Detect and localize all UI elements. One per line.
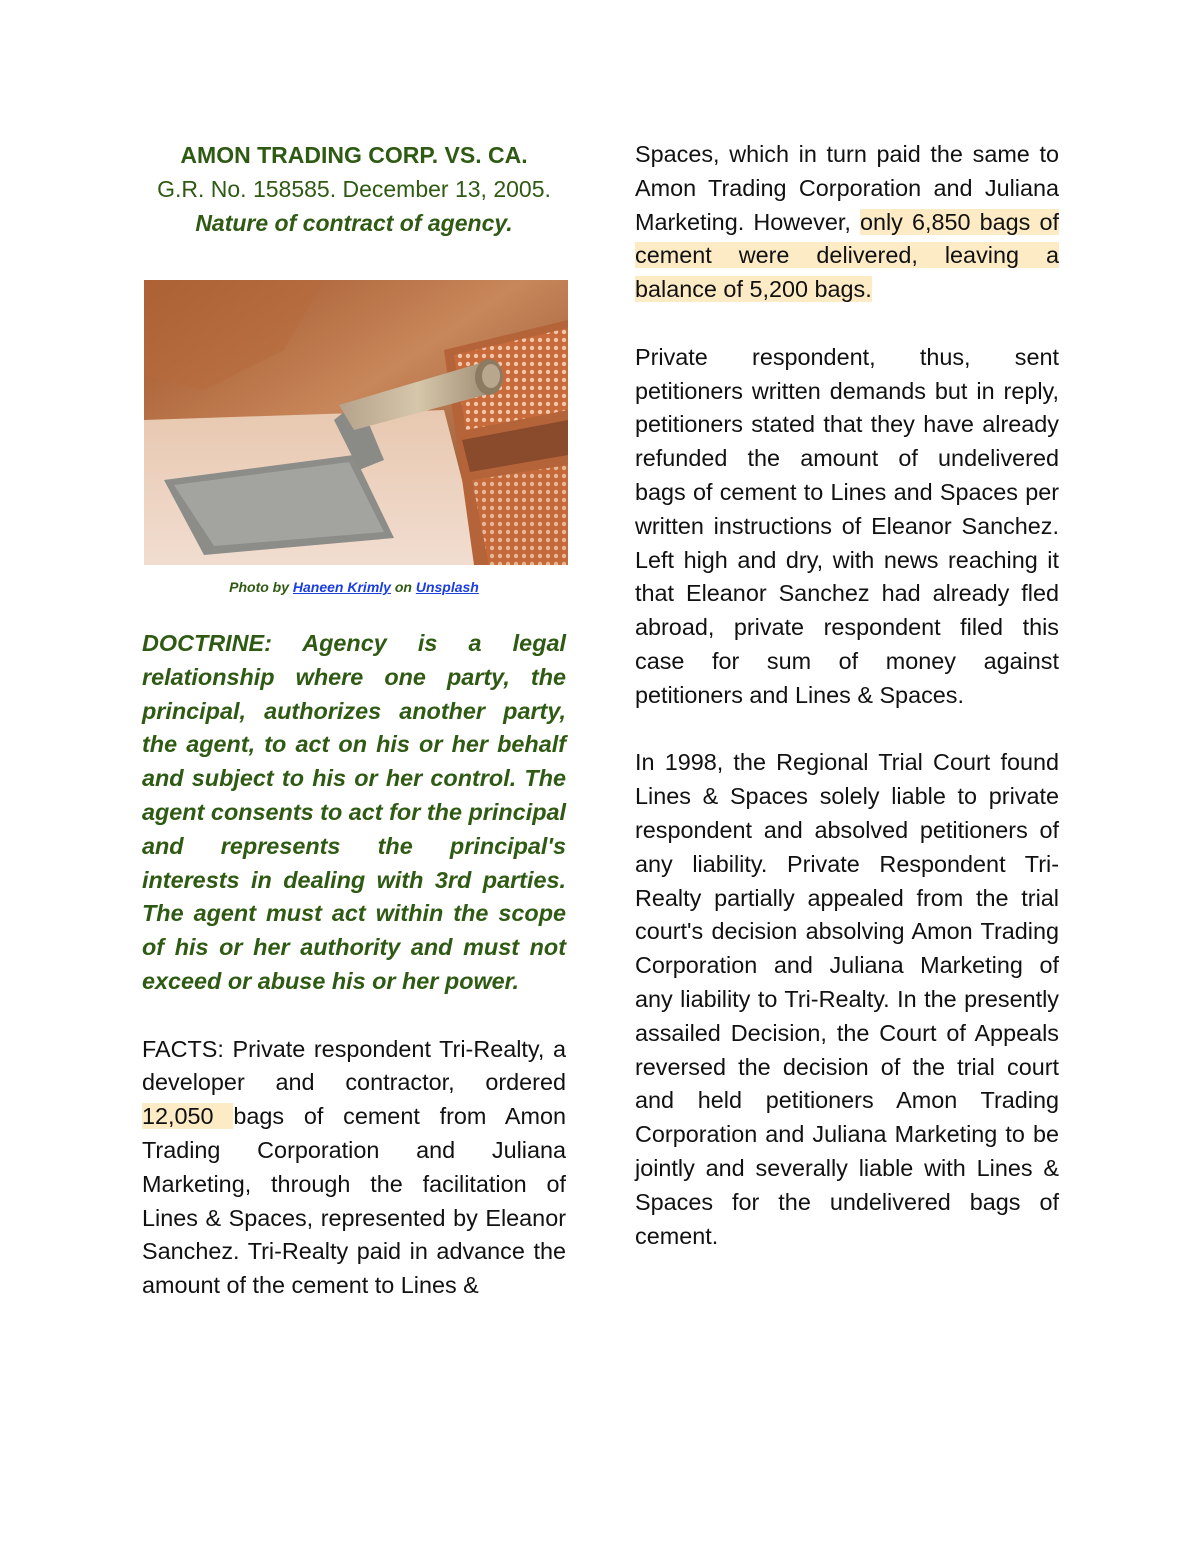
case-title: AMON TRADING CORP. VS. CA. [180,142,528,168]
photo-caption [142,577,566,597]
case-number: G.R. No. 158585. December 13, 2005. [157,176,551,202]
caption-mid: on [390,579,416,595]
right-column [635,138,1059,1287]
facts-paragraph [142,1033,566,1303]
facts-text-2: bags of cement from Amon Trading Corporation and Juliana Marketing, through the facilitation of Lines & Spaces, represented by Eleanor Sanchez. Tri-Realty paid in advance the amount of the cement to Lines & [142,1103,566,1299]
demand-paragraph: Private respondent, thus, sent petitioners written demands but in reply, petitioners stated that they have already refunded the amount of undelivered bags of cement to Lines and Spaces per written instructions of Eleanor Sanchez. Left high and dry, with news reaching it that Eleanor Sanchez had already fled abroad, private respondent filed this case for sum of money against petitioners and Lines & Spaces. [635,343,1059,708]
facts-text-1: FACTS: Private respondent Tri-Realty, a developer and contractor, ordered [142,1035,566,1096]
case-subtitle: Nature of contract of agency. [195,210,513,236]
trowel-photo [144,280,568,565]
continuation-text: Spaces, which in turn paid the same to Amon Trading Corporation and Juliana Marketing. However, [635,141,1059,235]
court-ruling-paragraph: In 1998, the Regional Trial Court found Lines & Spaces solely liable to private respondent and absolved petitioners of any liability. Private Respondent Tri-Realty partially appealed from the trial court's decision absolving Amon Trading Corporation and Juliana Marketing of any liability to Tri-Realty. In the presently assailed Decision, the Court of Appeals reversed the decision of the trial court and held petitioners Amon Trading Corporation and Juliana Marketing to be jointly and severally liable with Lines & Spaces for the undelivered bags of cement. [635,749,1059,1249]
facts-continuation [635,138,1059,307]
left-column [142,138,566,1303]
caption-prefix: Photo by [229,579,293,595]
highlight-quantity: 12,050 [142,1103,234,1130]
doctrine-paragraph: DOCTRINE: Agency is a legal relationship where one party, the principal, authorizes another party, the agent, to act on his or her behalf and subject to his or her control. The agent consents to act for the principal and represents the principal's interests in dealing with 3rd parties. The agent must act within the scope of his or her authority and must not exceed or abuse his or her power. [142,630,566,994]
highlight-delivery: only 6,850 bags of cement were delivered, leaving a balance of 5,200 bags. [635,208,1059,303]
unsplash-link[interactable]: Unsplash [415,579,479,595]
photographer-link[interactable]: Haneen Krimly [292,579,391,595]
